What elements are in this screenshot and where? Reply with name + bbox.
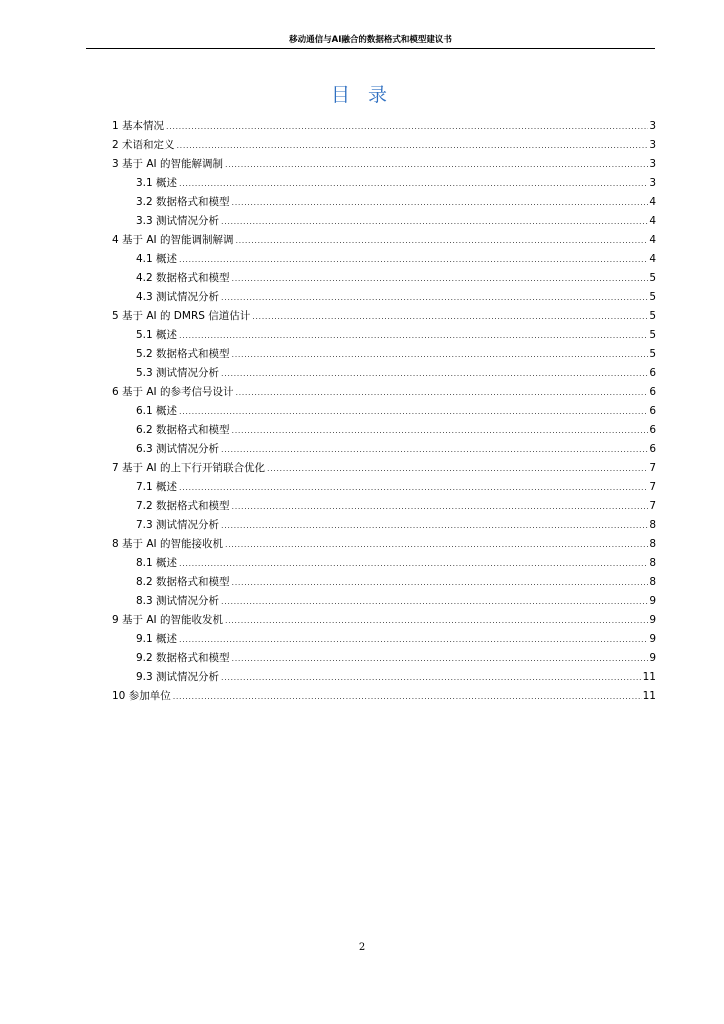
toc-entry-label: 3.1 概述 [136, 177, 178, 189]
toc-entry-label: 10 参加单位 [112, 690, 171, 702]
toc-leader-dots [179, 406, 648, 417]
toc-entry-page: 4 [649, 234, 656, 246]
toc-leader-dots [179, 482, 648, 493]
toc-leader-dots [173, 691, 642, 702]
toc-entry[interactable] [112, 551, 656, 570]
toc-leader-dots [225, 539, 648, 550]
toc-entry-label: 7.3 测试情况分析 [136, 519, 220, 531]
toc-entry[interactable] [112, 399, 656, 418]
toc-leader-dots [225, 615, 648, 626]
toc-entry[interactable] [112, 646, 656, 665]
toc-entry-label: 8 基于 AI 的智能接收机 [112, 538, 223, 550]
toc-entry-label: 5.2 数据格式和模型 [136, 348, 230, 360]
toc-leader-dots [232, 197, 649, 208]
toc-entry-page: 6 [649, 424, 656, 436]
toc-entry[interactable] [112, 266, 656, 285]
toc-entry-label: 7 基于 AI 的上下行开销联合优化 [112, 462, 265, 474]
toc-entry-label: 6.3 测试情况分析 [136, 443, 220, 455]
toc-leader-dots [235, 235, 648, 246]
toc-entry-page: 8 [649, 538, 656, 550]
toc-entry[interactable] [112, 361, 656, 380]
toc-entry-label: 1 基本情况 [112, 120, 165, 132]
toc-entry[interactable] [112, 323, 656, 342]
toc-entry-label: 9.1 概述 [136, 633, 178, 645]
toc-entry-label: 8.2 数据格式和模型 [136, 576, 230, 588]
toc-entry-page: 8 [649, 576, 656, 588]
toc-entry-page: 5 [649, 329, 656, 341]
toc-leader-dots [232, 653, 649, 664]
toc-entry-label: 9.2 数据格式和模型 [136, 652, 230, 664]
toc-entry-page: 9 [649, 614, 656, 626]
toc-entry-page: 6 [649, 386, 656, 398]
toc-entry[interactable] [112, 494, 656, 513]
toc-entry-label: 6.1 概述 [136, 405, 178, 417]
toc-entry-label: 5.1 概述 [136, 329, 178, 341]
toc-leader-dots [267, 463, 648, 474]
toc-entry-label: 4.3 测试情况分析 [136, 291, 220, 303]
toc-entry-label: 5.3 测试情况分析 [136, 367, 220, 379]
toc-entry-page: 4 [649, 253, 656, 265]
toc-entry-page: 5 [649, 272, 656, 284]
page-number: 2 [358, 942, 366, 953]
toc-entry[interactable] [112, 247, 656, 266]
toc-entry-page: 7 [649, 481, 656, 493]
toc-leader-dots [235, 387, 648, 398]
toc-entry-page: 11 [642, 690, 656, 702]
toc-leader-dots [221, 596, 648, 607]
toc-leader-dots [232, 425, 649, 436]
toc-entry[interactable] [112, 190, 656, 209]
toc-entry[interactable] [112, 171, 656, 190]
toc-entry-page: 4 [649, 215, 656, 227]
toc-entry-page: 3 [649, 120, 656, 132]
toc-entry-page: 8 [649, 557, 656, 569]
toc-entry-page: 7 [649, 500, 656, 512]
toc-entry-page: 6 [649, 443, 656, 455]
table-of-contents [112, 114, 656, 703]
toc-entry[interactable] [112, 380, 656, 399]
toc-entry-page: 5 [649, 348, 656, 360]
toc-entry-page: 5 [649, 291, 656, 303]
toc-entry-label: 3 基于 AI 的智能解调制 [112, 158, 223, 170]
toc-entry-page: 4 [649, 196, 656, 208]
toc-leader-dots [177, 140, 649, 151]
toc-entry[interactable] [112, 418, 656, 437]
toc-entry-label: 5 基于 AI 的 DMRS 信道估计 [112, 310, 251, 322]
toc-leader-dots [179, 330, 648, 341]
toc-entry-page: 6 [649, 367, 656, 379]
toc-entry-page: 7 [649, 462, 656, 474]
toc-leader-dots [232, 273, 649, 284]
toc-entry-label: 2 术语和定义 [112, 139, 175, 151]
toc-entry[interactable] [112, 285, 656, 304]
toc-entry[interactable] [112, 665, 656, 684]
toc-entry[interactable] [112, 114, 656, 133]
toc-leader-dots [221, 216, 648, 227]
toc-entry-label: 7.2 数据格式和模型 [136, 500, 230, 512]
toc-entry-page: 11 [642, 671, 656, 683]
toc-entry[interactable] [112, 209, 656, 228]
toc-entry-page: 3 [649, 139, 656, 151]
toc-entry-label: 4.2 数据格式和模型 [136, 272, 230, 284]
running-header: 移动通信与AI融合的数据格式和模型建议书 [86, 34, 655, 49]
toc-entry-page: 3 [649, 158, 656, 170]
toc-leader-dots [252, 311, 648, 322]
toc-leader-dots [232, 577, 649, 588]
toc-leader-dots [232, 349, 649, 360]
toc-entry[interactable] [112, 133, 656, 152]
toc-entry-label: 7.1 概述 [136, 481, 178, 493]
toc-entry-page: 9 [649, 652, 656, 664]
toc-leader-dots [221, 520, 648, 531]
toc-entry[interactable] [112, 475, 656, 494]
toc-entry-page: 3 [649, 177, 656, 189]
toc-entry[interactable] [112, 684, 656, 703]
toc-entry-label: 8.3 测试情况分析 [136, 595, 220, 607]
toc-entry-label: 4 基于 AI 的智能调制解调 [112, 234, 234, 246]
toc-entry[interactable] [112, 456, 656, 475]
toc-entry[interactable] [112, 228, 656, 247]
toc-leader-dots [179, 634, 648, 645]
toc-entry-page: 5 [649, 310, 656, 322]
toc-leader-dots [166, 121, 648, 132]
toc-entry-label: 9.3 测试情况分析 [136, 671, 220, 683]
toc-entry[interactable] [112, 532, 656, 551]
toc-entry-page: 6 [649, 405, 656, 417]
toc-entry-label: 9 基于 AI 的智能收发机 [112, 614, 223, 626]
toc-entry-label: 3.2 数据格式和模型 [136, 196, 230, 208]
toc-entry[interactable] [112, 304, 656, 323]
toc-entry[interactable] [112, 152, 656, 171]
toc-leader-dots [179, 558, 648, 569]
toc-entry-label: 6 基于 AI 的参考信号设计 [112, 386, 234, 398]
toc-leader-dots [225, 159, 648, 170]
toc-entry-page: 9 [649, 633, 656, 645]
toc-entry-page: 9 [649, 595, 656, 607]
toc-entry-label: 8.1 概述 [136, 557, 178, 569]
toc-leader-dots [221, 672, 642, 683]
toc-entry[interactable] [112, 570, 656, 589]
toc-entry-page: 8 [649, 519, 656, 531]
toc-leader-dots [221, 368, 648, 379]
toc-entry[interactable] [112, 513, 656, 532]
toc-leader-dots [232, 501, 649, 512]
toc-leader-dots [221, 292, 648, 303]
toc-entry-label: 4.1 概述 [136, 253, 178, 265]
toc-entry-label: 6.2 数据格式和模型 [136, 424, 230, 436]
toc-entry[interactable] [112, 589, 656, 608]
toc-leader-dots [179, 178, 648, 189]
toc-entry[interactable] [112, 437, 656, 456]
toc-leader-dots [221, 444, 648, 455]
toc-entry[interactable] [112, 627, 656, 646]
toc-entry-label: 3.3 测试情况分析 [136, 215, 220, 227]
toc-leader-dots [179, 254, 648, 265]
toc-entry[interactable] [112, 608, 656, 627]
toc-entry[interactable] [112, 342, 656, 361]
toc-title: 目 录 [330, 84, 394, 106]
